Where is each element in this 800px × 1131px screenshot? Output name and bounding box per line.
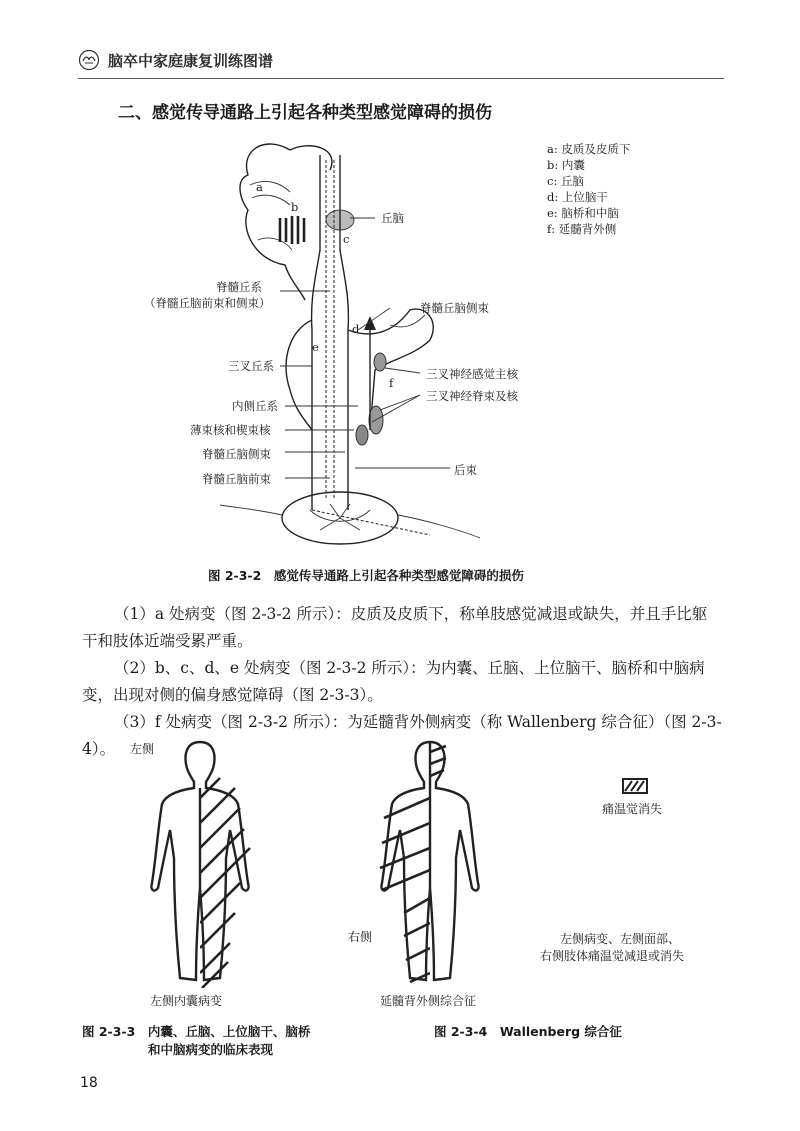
label-spinothalamic-system: 脊髓丘系 [216,280,262,294]
label-spinothalamic-system-sub: （脊髓丘脑前束和侧束） [144,296,271,310]
legend-item: b: 内囊 [547,158,585,172]
legend-item: d: 上位脑干 [547,190,608,204]
figure-caption-2-3-2: 图 2-3-2 感觉传导通路上引起各种类型感觉障碍的损伤 [208,568,524,583]
figure-2-3-3-bottom-label: 左侧内囊病变 [150,994,223,1008]
label-trigeminal-lemniscus: 三叉丘系 [228,359,274,373]
gracile-cuneate-nucleus [356,425,368,445]
hatch-legend-icon [622,778,648,794]
label-trigeminal-spinal-nucleus: 三叉神经脊束及核 [426,389,518,403]
sensory-pathway-diagram [140,130,540,550]
wallenberg-note [540,930,685,964]
trigeminal-main-nucleus [374,353,386,371]
paragraph-3-text: （3）f 处病变（图 2-3-2 所示）：为延髓背外侧病变（称 Wallenberg 综合征）（图 2-3-4）。 [82,713,722,758]
label-lateral-spinothalamic-upper: 脊髓丘脑侧束 [420,301,489,315]
label-medial-lemniscus: 内侧丘系 [232,399,278,413]
legend-item: e: 脑桥和中脑 [547,206,619,220]
figure-2-3-4-side-label: 右侧 [348,930,373,944]
book-logo-icon [78,49,100,71]
figure-2-3-4-bottom-label: 延髓背外侧综合征 [380,994,477,1008]
paragraph-1 [82,601,722,655]
figure-caption-2-3-3-line2: 和中脑病变的临床表现 [148,1042,274,1057]
lesion-letter-a: a [256,180,263,194]
lesion-letter-d: d [352,322,360,336]
figure-caption-2-3-4: 图 2-3-4 Wallenberg 综合征 [434,1024,622,1039]
label-lateral-spinothalamic: 脊髓丘脑侧束 [202,447,271,461]
paragraph-1-text: （1）a 处病变（图 2-3-2 所示）：皮质及皮质下，称单肢感觉减退或缺失，并且手比躯干和肢体近端受累严重。 [82,605,708,650]
paragraph-2 [82,655,722,709]
legend-item: a: 皮质及皮质下 [547,142,631,156]
internal-capsule-region [280,216,304,244]
figure-caption-2-3-3 [82,1023,310,1059]
wallenberg-note-line1: 左侧病变、左侧面部、 [560,932,681,946]
legend-pain-temp-loss: 痛温觉消失 [602,802,663,816]
body-figure-left-lesion [140,738,260,988]
lesion-letter-e: e [312,340,319,354]
body-figure-wallenberg [370,738,490,988]
figure-2-3-3-side-label: 左侧 [130,742,155,756]
diagram-legend [547,141,630,237]
label-anterior-spinothalamic: 脊髓丘脑前束 [202,472,271,486]
wallenberg-note-line2: 右侧肢体痛温觉减退或消失 [540,949,685,963]
book-title: 脑卒中家庭康复训练图谱 [108,52,274,70]
lesion-letter-c: c [343,232,350,246]
ascending-arrow-icon [364,316,376,330]
section-title: 二、感觉传导通路上引起各种类型感觉障碍的损伤 [118,103,492,123]
label-thalamus: 丘脑 [381,211,404,225]
label-posterior-funiculus: 后束 [454,463,477,477]
figure-caption-2-3-3-line1: 图 2-3-3 内囊、丘脑、上位脑干、脑桥 [82,1024,311,1039]
lesion-letter-f: f [389,376,394,390]
legend-item: c: 丘脑 [547,174,584,188]
label-gracile-cuneate: 薄束核和楔束核 [190,423,271,437]
lesion-letter-b: b [291,200,299,214]
page-number: 18 [80,1075,98,1091]
label-trigeminal-main-nucleus: 三叉神经感觉主核 [426,367,518,381]
legend-item: f: 延髓背外侧 [547,222,617,236]
paragraph-2-text: （2）b、c、d、e 处病变（图 2-3-2 所示）：为内囊、丘脑、上位脑干、脑桥和中脑病变，出现对侧的偏身感觉障碍（图 2-3-3）。 [82,659,705,704]
header-divider [78,78,724,79]
